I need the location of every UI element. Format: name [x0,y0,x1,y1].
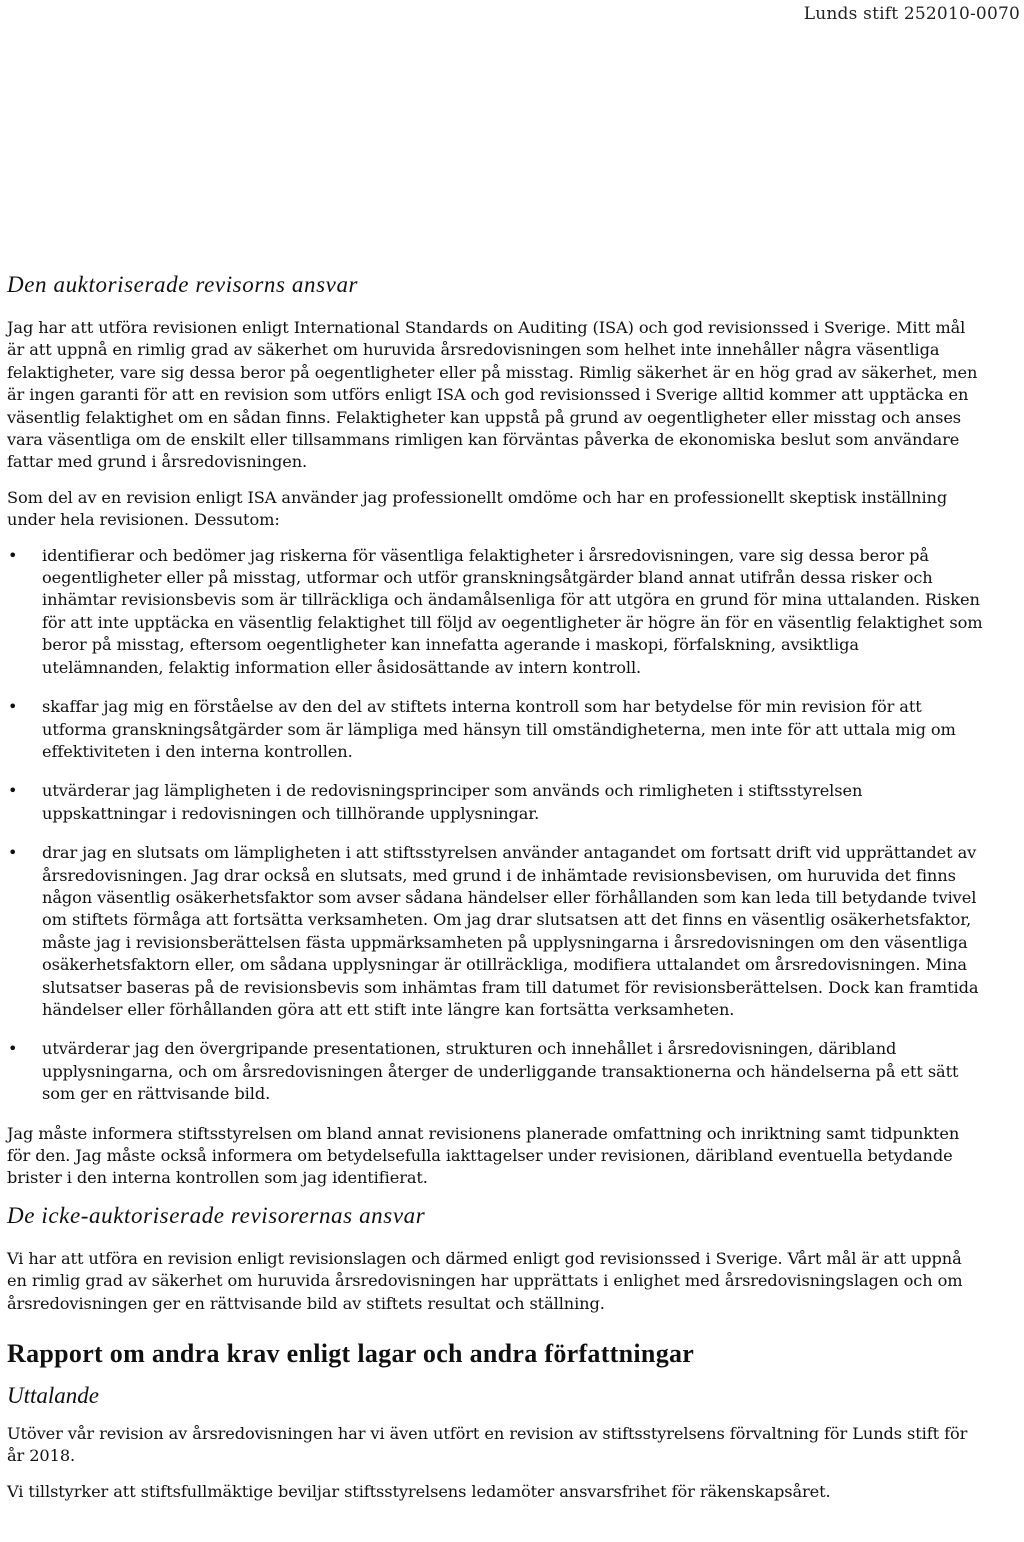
bullet-item [7,780,983,825]
bullet-text: utvärderar jag den övergripande presentationen, strukturen och innehållet i årsredovisningen, däribland upplysningarna, och om årsredovisningen återger de underliggande transaktionerna och händelserna på ett sätt som ger en rättvisande bild. [42,1039,959,1104]
non-auditor-paragraph: Vi har att utföra en revision enligt revisionslagen och därmed enligt god revisionssed i Sverige. Vårt mål är att uppnå en rimlig grad av säkerhet om huruvida årsredovisningen har upprättats i enlighet med årsredovisningslagen och om årsredovisningen ger en rättvisande bild av stiftets resultat och ställning. [7,1248,963,1313]
bullet-text: identifierar och bedömer jag riskerna för väsentliga felaktigheter i årsredovisningen, vare sig dessa beror på oegentligheter eller på misstag, utformar och utför granskningsåtgärder bland annat utifrån dessa risker och inhämtar revisionsbevis som är tillräckliga och ändamålsenliga för att utgöra en grund för mina uttalanden. Risken för att inte upptäcka en väsentlig felaktighet till följd av oegentligheter är högre än för en väsentlig felaktighet som beror på misstag, eftersom oegentligheter kan innefatta agerande i maskopi, förfalskning, avsiktliga utelämnanden, felaktig information eller åsidosättande av intern kontroll. [42,545,983,677]
bullet-text: utvärderar jag lämpligheten i de redovisningsprinciper som används och rimligheten i stiftsstyrelsen uppskattningar i redovisningen och tillhörande upplysningar. [42,781,863,823]
statement-paragraph-2: Vi tillstyrker att stiftsfullmäktige beviljar stiftsstyrelsens ledamöter ansvarsfrihet för räkenskapsåret. [7,1481,831,1501]
bullet-item [7,696,983,763]
bullet-icon: • [8,781,18,801]
auditor-responsibility-heading: Den auktoriserade revisorns ansvar [7,272,359,297]
statement-paragraph-1: Utöver vår revision av årsredovisningen har vi även utfört en revision av stiftsstyrelsens förvaltning för Lunds stift för år 2018. [7,1424,968,1466]
bullet-icon: • [8,697,18,717]
auditor-paragraph-1: Jag har att utföra revisionen enligt International Standards on Auditing (ISA) och god revisionssed i Sverige. Mitt mål är att uppnå en rimlig grad av säkerhet om huruvida årsredovisningen som helhet inte innehåller några väsentliga felaktigheter, vare sig dessa beror på oegentligheter eller på misstag. Rimlig säkerhet är en hög grad av säkerhet, men är ingen garanti för att en revision som utförs enligt ISA och god revisionssed i Sverige alltid kommer att upptäcka en väsentlig felaktighet om en sådan finns. Felaktigheter kan uppstå på grund av oegentligheter eller misstag och anses vara väsentliga om de enskilt eller tillsammans rimligen kan förväntas påverka de ekonomiska beslut som användare fattar med grund i årsredovisningen. [7,318,978,472]
bullet-icon: • [8,1039,18,1059]
bullet-text: skaffar jag mig en förståelse av den del av stiftets interna kontroll som har betydelse för min revision för att utforma granskningsåtgärder som är lämpliga med hänsyn till omständigheterna, men inte för att uttala mig om effektiviteten i den interna kontrollen. [42,697,956,761]
bullet-icon: • [8,843,18,863]
bullet-icon: • [8,545,18,565]
document-body [7,272,983,1516]
auditor-paragraph-3: Jag måste informera stiftsstyrelsen om bland annat revisionens planerade omfattning och inriktning samt tidpunkten för den. Jag måste också informera om betydelsefulla iakttagelser under revisionen, däribland eventuella betydande brister i den interna kontrollen som jag identifierat. [7,1123,960,1188]
bullet-item [7,1038,983,1105]
bullet-item [7,842,983,1021]
auditor-bullet-list [7,545,983,1106]
document-reference: Lunds stift 252010-0070 [803,4,1020,24]
auditor-paragraph-2: Som del av en revision enligt ISA använder jag professionellt omdöme och har en professionellt skeptisk inställning under hela revisionen. Dessutom: [7,487,948,530]
report-heading: Rapport om andra krav enligt lagar och andra författningar [7,1339,695,1369]
non-auditor-responsibility-heading: De icke-auktoriserade revisorernas ansvar [7,1202,426,1228]
statement-subheading: Uttalande [7,1383,99,1409]
bullet-item [7,545,983,679]
bullet-text: drar jag en slutsats om lämpligheten i att stiftsstyrelsen använder antagandet om fortsatt drift vid upprättandet av årsredovisningen. Jag drar också en slutsats, med grund i de inhämtade revisionsbevisen, om huruvida det finns någon väsentlig osäkerhetsfaktor som avser sådana händelser eller förhållanden som kan leda till betydande tvivel om stiftets förmåga att fortsätta verksamheten. Om jag drar slutsatsen att det finns en väsentlig osäkerhetsfaktor, måste jag i revisionsberättelsen fästa uppmärksamheten på upplysningarna i årsredovisningen om den väsentliga osäkerhetsfaktorn eller, om sådana upplysningar är otillräckliga, modifiera uttalandet om årsredovisningen. Mina slutsatser baseras på de revisionsbevis som inhämtas fram till datumet för revisionsberättelsen. Dock kan framtida händelser eller förhållanden göra att ett stift inte längre kan fortsätta verksamheten. [42,843,979,1019]
